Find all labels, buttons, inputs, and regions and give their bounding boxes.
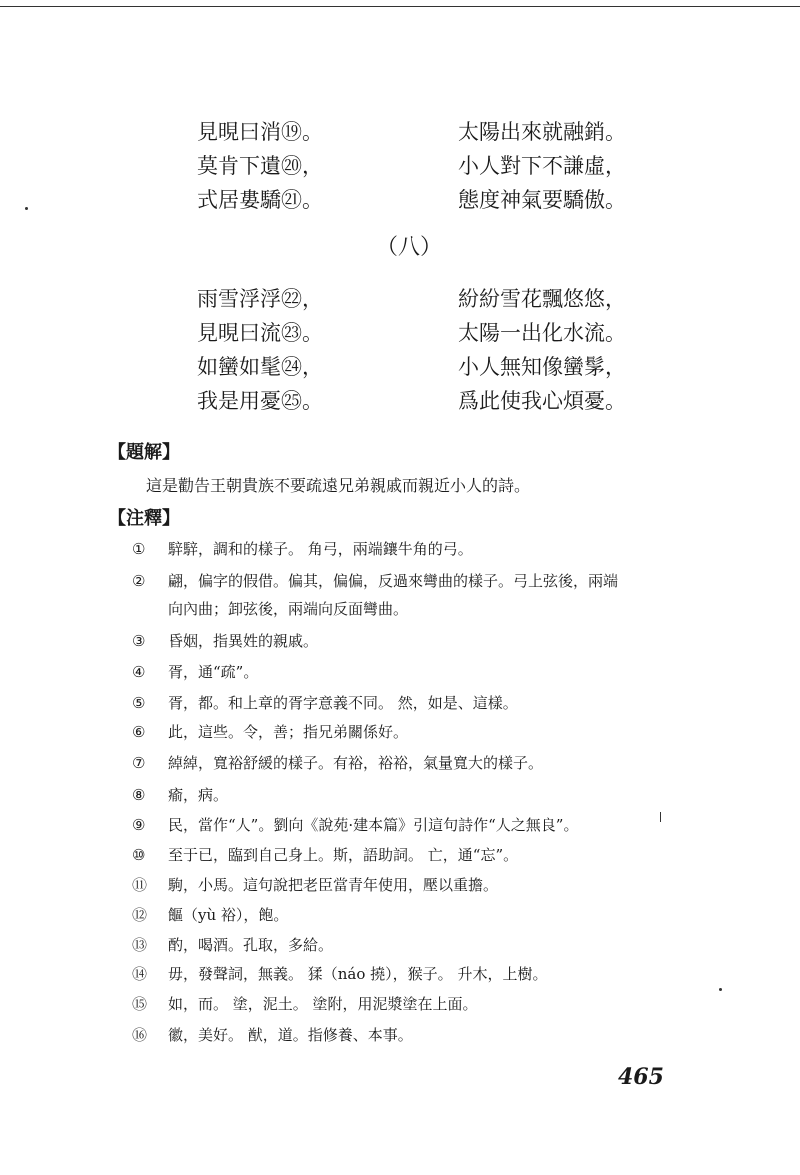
note-number: ⑭ <box>132 965 148 983</box>
poem-line-original: 雨雪浮浮㉒， <box>197 287 323 311</box>
poem-line-translation: 態度神氣要驕傲。 <box>458 188 626 212</box>
poem-line-original: 見晛曰消⑲。 <box>197 120 323 144</box>
poem-line-translation: 太陽出來就融銷。 <box>458 120 626 144</box>
note-number: ⑥ <box>132 723 146 741</box>
note-item <box>132 750 543 776</box>
note-number: ① <box>132 540 146 558</box>
note-text: 綽綽，寬裕舒緩的樣子。有裕，裕裕，氣量寬大的樣子。 <box>168 754 544 772</box>
note-number: ⑬ <box>132 936 148 954</box>
poem-line-translation: 小人無知像蠻髳， <box>458 355 626 379</box>
note-text: 胥，都。和上章的胥字意義不同。 然，如是、這樣。 <box>168 694 518 712</box>
note-item <box>132 719 408 745</box>
note-item <box>132 902 288 928</box>
note-text: 酌，喝酒。孔取，多給。 <box>168 936 334 954</box>
note-text: 如，而。 塗，泥土。 塗附，用泥漿塗在上面。 <box>168 995 478 1013</box>
note-item <box>132 812 578 838</box>
note-text-continuation: 向內曲；卸弦後，兩端向反面彎曲。 <box>168 600 409 618</box>
note-item <box>132 932 333 958</box>
scan-speck <box>25 207 28 210</box>
note-item <box>132 536 473 562</box>
page-number: 465 <box>618 1064 664 1090</box>
note-item <box>132 568 618 594</box>
note-item <box>132 690 518 716</box>
note-number: ③ <box>132 632 146 650</box>
note-text: 駒，小馬。這句說把老臣當青年使用，壓以重擔。 <box>168 876 499 894</box>
stanza-title: （八） <box>376 235 443 260</box>
jieti-heading: 【題解】 <box>108 442 180 463</box>
poem-line-translation: 紛紛雪花飄悠悠， <box>458 287 626 311</box>
note-item <box>132 628 318 654</box>
note-text: 毋，發聲詞，無義。 猱（náo 撓），猴子。 升木，上樹。 <box>168 965 548 983</box>
note-text: 瘉，病。 <box>168 786 229 804</box>
note-text: 翩，偏字的假借。偏其，偏偏，反過來彎曲的樣子。弓上弦後，兩端 <box>168 572 619 590</box>
note-number: ⑫ <box>132 906 148 924</box>
poem-line-translation: 爲此使我心煩憂。 <box>458 389 626 413</box>
note-text: 徽，美好。 猷，道。指修養、本事。 <box>168 1026 413 1044</box>
poem-line-original: 如蠻如髦㉔， <box>197 355 323 379</box>
top-border-line <box>0 6 800 7</box>
note-number: ⑪ <box>132 876 148 894</box>
note-number: ⑯ <box>132 1026 148 1044</box>
note-number: ⑤ <box>132 694 146 712</box>
note-number: ⑧ <box>132 786 146 804</box>
note-item <box>132 991 478 1017</box>
note-item <box>132 842 518 868</box>
note-item <box>132 1022 413 1048</box>
poem-line-translation: 太陽一出化水流。 <box>458 321 626 345</box>
note-number: ⑨ <box>132 816 146 834</box>
note-number: ④ <box>132 663 146 681</box>
note-number: ② <box>132 572 146 590</box>
poem-line-original: 莫肯下遺⑳， <box>197 154 323 178</box>
note-text: 饇（yù 裕），飽。 <box>168 906 289 924</box>
poem-line-original: 式居婁驕㉑。 <box>197 188 323 212</box>
note-text: 昏姻，指異姓的親戚。 <box>168 632 319 650</box>
note-item <box>132 961 547 987</box>
poem-line-translation: 小人對下不謙虛， <box>458 154 626 178</box>
note-text: 騂騂，調和的樣子。 角弓，兩端鑲牛角的弓。 <box>168 540 473 558</box>
note-text: 至于已，臨到自己身上。斯，語助詞。 亡，通“忘”。 <box>168 846 519 864</box>
scan-speck <box>660 812 661 822</box>
note-number: ⑩ <box>132 846 146 864</box>
poem-line-original: 見晛曰流㉓。 <box>197 321 323 345</box>
note-item <box>132 872 498 898</box>
note-number: ⑮ <box>132 995 148 1013</box>
jieti-text: 這是勸告王朝貴族不要疏遠兄弟親戚而親近小人的詩。 <box>146 476 531 495</box>
note-item <box>132 782 228 808</box>
poem-line-original: 我是用憂㉕。 <box>197 389 323 413</box>
note-text: 胥，通“疏”。 <box>168 663 259 681</box>
note-text: 此，這些。令，善；指兄弟關係好。 <box>168 723 409 741</box>
note-number: ⑦ <box>132 754 146 772</box>
scan-speck <box>719 988 722 991</box>
note-text: 民，當作“人”。劉向《說苑·建本篇》引這句詩作“人之無良”。 <box>168 816 579 834</box>
zhushi-heading: 【注釋】 <box>108 508 180 529</box>
note-item <box>132 659 258 685</box>
